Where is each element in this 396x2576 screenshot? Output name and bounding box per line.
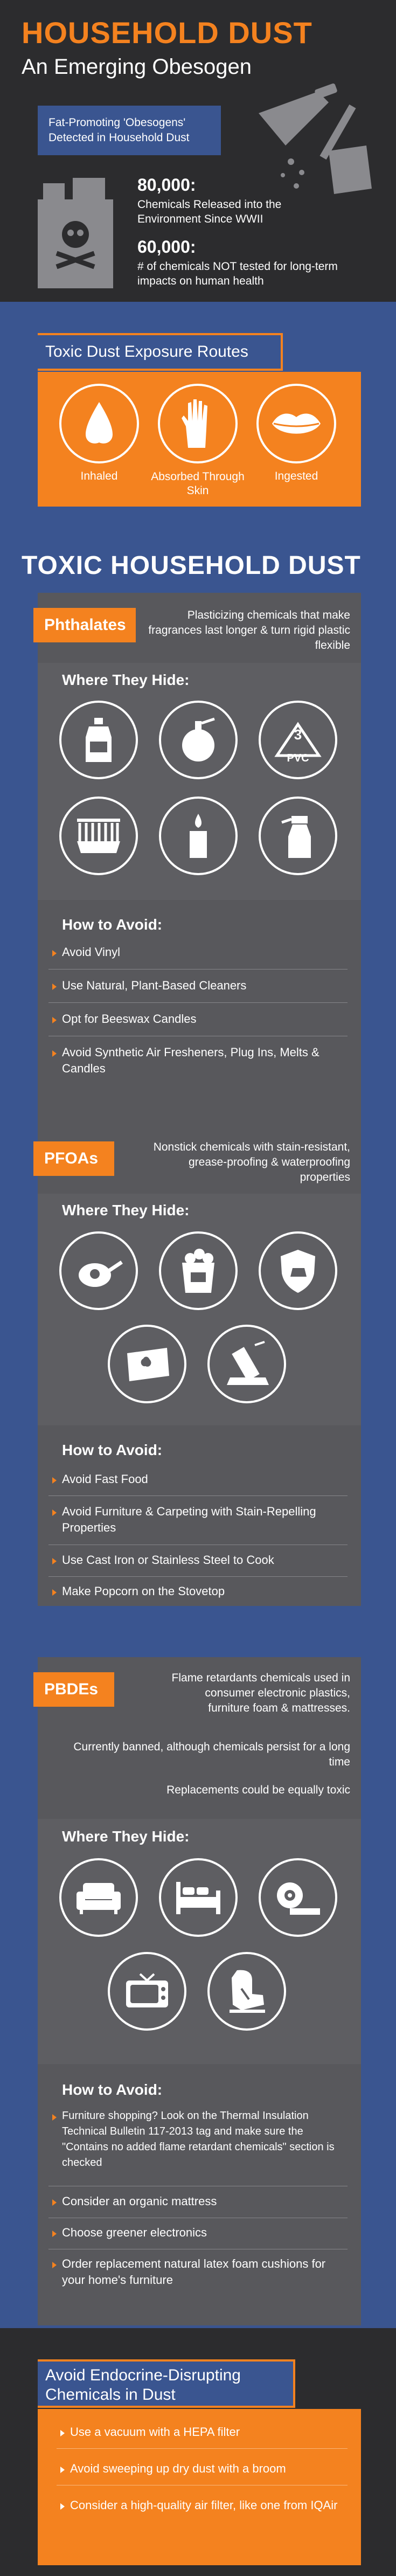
- phthalates-avoid-label: How to Avoid:: [62, 916, 163, 933]
- header-banner: [38, 106, 221, 155]
- divider: [48, 1495, 348, 1496]
- chemical-can-icon: [35, 172, 116, 288]
- pfoas-tag: [33, 1141, 114, 1176]
- phthalates-avoid-item: Opt for Beeswax Candles: [62, 1011, 342, 1027]
- page-title: HOUSEHOLD DUST: [22, 16, 312, 50]
- sofa-icon: [59, 1858, 138, 1937]
- pfoas-avoid-item: Use Cast Iron or Stainless Steel to Cook: [62, 1552, 342, 1568]
- pfoas-avoid-label: How to Avoid:: [62, 1442, 163, 1458]
- phthalates-avoid-item: Avoid Synthetic Air Fresheners, Plug Ins, Melts & Candles: [62, 1044, 331, 1077]
- footer-title: Avoid Endocrine-Disrupting Chemicals in Dust: [45, 2366, 241, 2404]
- candle-icon: [159, 797, 238, 875]
- pbdes-desc: Flame retardants chemicals used in consumer electronic plastics, furniture foam & mattresses.: [171, 1672, 350, 1714]
- routes-title: Toxic Dust Exposure Routes: [45, 343, 248, 361]
- header-banner-text: Fat-Promoting 'Obesogens' Detected in Household Dust: [48, 116, 190, 144]
- page-subtitle: An Emerging Obesogen: [22, 55, 252, 79]
- shower-curtain-icon: [59, 797, 138, 875]
- pfoas-name: PFOAs: [44, 1149, 99, 1167]
- pfoas-desc: Nonstick chemicals with stain-resistant, grease-proofing & waterproofing properties: [153, 1141, 350, 1183]
- bed-mattress-icon: [159, 1858, 238, 1937]
- divider: [57, 2448, 348, 2449]
- pbdes-avoid-item: Order replacement natural latex foam cushions for your home's furniture: [62, 2256, 326, 2288]
- pbdes-desc3: Replacements could be equally toxic: [166, 1784, 350, 1796]
- pbdes-hide-label: Where They Hide:: [62, 1828, 190, 1845]
- pfoas-avoid-item: Avoid Fast Food: [62, 1471, 342, 1487]
- carpet-fabric-icon: [108, 1325, 186, 1403]
- spray-bottle-icon: [259, 797, 337, 875]
- route-label-inhaled: Inhaled: [80, 470, 118, 482]
- foam-roll-icon: [259, 1858, 337, 1937]
- pbdes-where-bg: [38, 1819, 361, 2064]
- ingested-lips-icon: [256, 384, 336, 463]
- footer-item: Consider a high-quality air filter, like one from IQAir: [70, 2497, 339, 2513]
- pfoas-hide-label: Where They Hide:: [62, 1202, 190, 1218]
- pbdes-avoid-item: Furniture shopping? Look on the Thermal Insulation Technical Bulletin 117-2013 tag and make sure the "Contains no added flame retardant chemicals" section is checked: [62, 2108, 337, 2171]
- stat2-text: # of chemicals NOT tested for long-term impacts on human health: [137, 260, 338, 287]
- pbdes-desc2: Currently banned, although chemicals persist for a long time: [73, 1741, 350, 1768]
- car-seat-icon: [207, 1952, 286, 2031]
- pbdes-tag: [33, 1672, 114, 1707]
- phthalates-desc: Plasticizing chemicals that make fragrances last longer & turn rigid plastic flexible: [148, 609, 350, 652]
- stat1-text: Chemicals Released into the Environment Since WWII: [137, 198, 282, 225]
- divider: [48, 969, 348, 970]
- stat2-number: 60,000:: [137, 237, 196, 257]
- waterproof-spray-icon: [207, 1325, 286, 1403]
- phthalates-hide-label: Where They Hide:: [62, 671, 190, 688]
- phthalates-avoid-item: Avoid Vinyl: [62, 944, 342, 960]
- inhaled-nose-icon: [59, 384, 139, 463]
- stain-shield-icon: [259, 1231, 337, 1310]
- stat1-number: 80,000:: [137, 175, 196, 195]
- air-freshener-icon: [159, 701, 238, 779]
- pbdes-avoid-label: How to Avoid:: [62, 2081, 163, 2098]
- footer-title-box: [38, 2359, 295, 2408]
- routes-title-box: [38, 333, 283, 371]
- pfoas-avoid-item: Make Popcorn on the Stovetop: [62, 1583, 342, 1599]
- pfoas-avoid-item: Avoid Furniture & Carpeting with Stain-Repelling Properties: [62, 1504, 331, 1536]
- pbdes-avoid-item: Consider an organic mattress: [62, 2193, 342, 2210]
- main-title: TOXIC HOUSEHOLD DUST: [22, 551, 361, 580]
- divider: [48, 1002, 348, 1003]
- route-label-ingested: Ingested: [274, 470, 318, 482]
- cleaner-bottle-icon: [59, 701, 138, 779]
- pvc-label: PVC: [287, 752, 309, 764]
- pvc-recycle-icon: [259, 701, 337, 779]
- skin-hand-icon: [158, 384, 238, 463]
- phthalates-tag: [33, 608, 136, 642]
- divider: [48, 1576, 348, 1577]
- pbdes-name: PBDEs: [44, 1680, 99, 1698]
- footer-item: Use a vacuum with a HEPA filter: [70, 2424, 350, 2440]
- pvc-number: 3: [294, 726, 302, 743]
- popcorn-bag-icon: [159, 1231, 238, 1310]
- television-icon: [108, 1952, 186, 2031]
- nonstick-pan-icon: [59, 1231, 138, 1310]
- pbdes-avoid-item: Choose greener electronics: [62, 2225, 342, 2241]
- phthalates-name: Phthalates: [44, 616, 126, 634]
- footer-item: Avoid sweeping up dry dust with a broom: [70, 2461, 350, 2477]
- route-label-skin: Absorbed Through Skin: [151, 470, 245, 497]
- phthalates-avoid-item: Use Natural, Plant-Based Cleaners: [62, 978, 342, 994]
- dustpan-broom-icon: [253, 81, 377, 205]
